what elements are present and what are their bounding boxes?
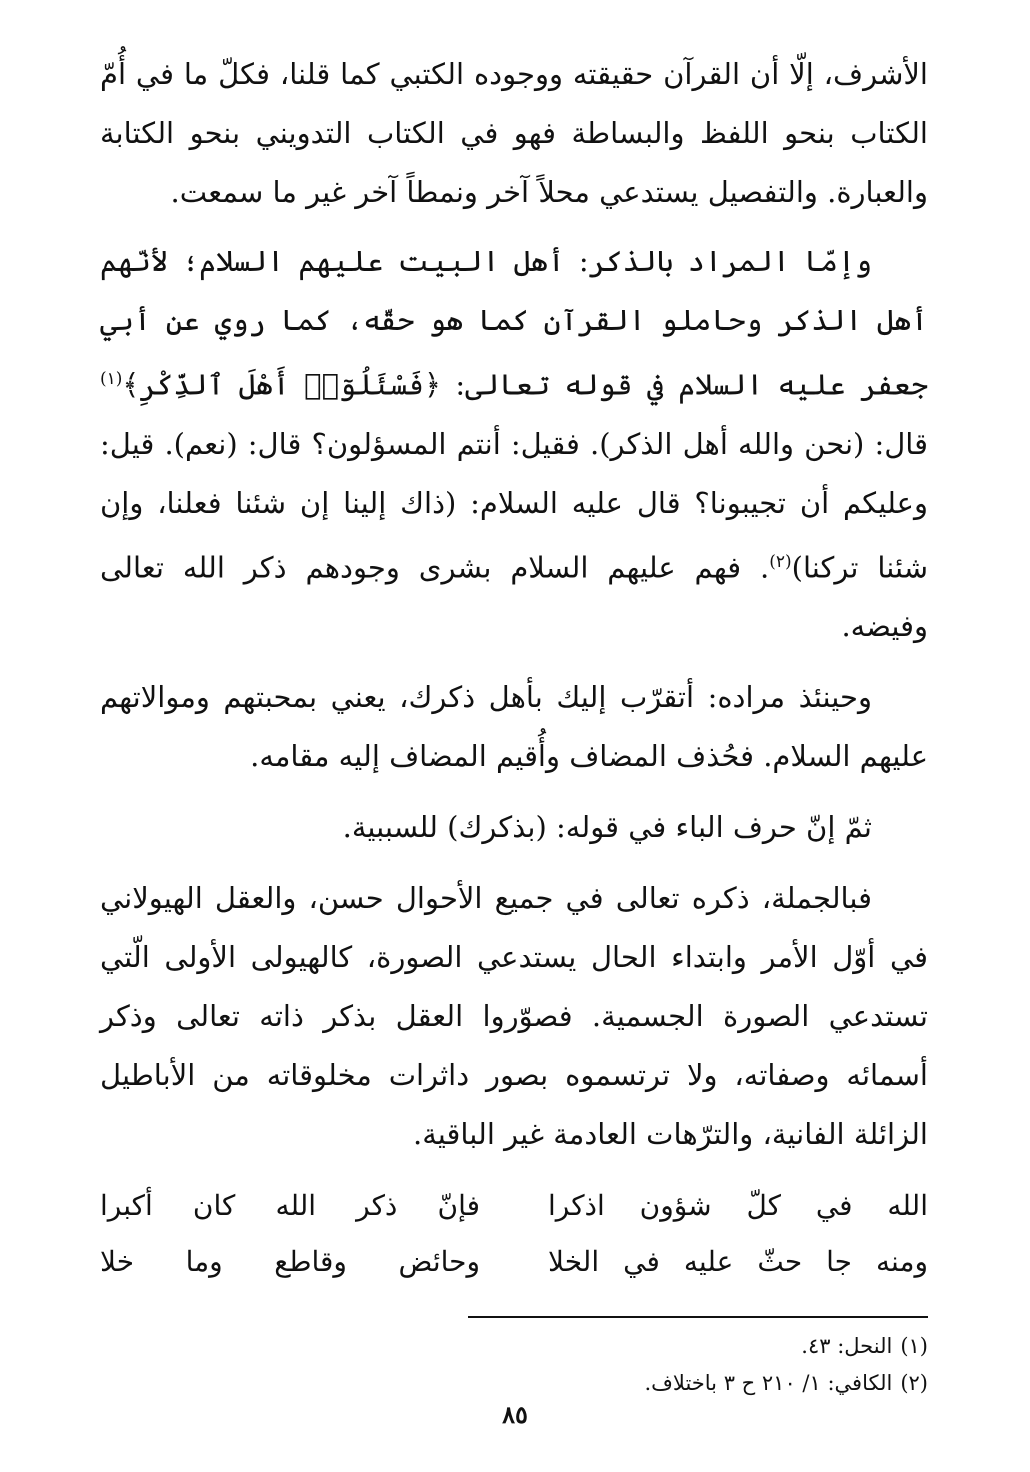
- paragraph-2-end: . فهم عليهم السلام بشرى وجودهم ذكر الله تعالى وفيضه.: [100, 550, 928, 644]
- paragraph-2-continued: قال: (نحن والله أهل الذكر). فقيل: أنتم المسؤلون؟ قال: (نعم). قيل: وعليكم أن تجيبونا؟ قال عليه السلام: (ذاك إلينا إن شئنا فعلنا، وإن شئنا تركنا): [100, 426, 928, 585]
- paragraph-2: [100, 232, 928, 656]
- footnote-1-number: (١): [900, 1334, 928, 1359]
- footnote-ref-2: (٢): [769, 551, 792, 572]
- page-number: ٨٥: [502, 1400, 528, 1429]
- footnote-2-text: الكافي: ١/ ٢١٠ ح ٣ باختلاف.: [644, 1371, 893, 1396]
- footnote-ref-1: (١): [100, 369, 123, 389]
- poem-hemistich-right: ومنه جا حثّ عليه في الخلا: [548, 1245, 928, 1279]
- poem-hemistich-left: وحائض وقاطع وما خلا: [100, 1245, 480, 1279]
- paragraph-4: ثمّ إنّ حرف الباء في قوله: (بذكرك) للسببية.: [342, 810, 872, 845]
- footnote-divider: [468, 1316, 928, 1318]
- poem-hemistich-right: الله في كلّ شؤون اذكرا: [548, 1189, 928, 1223]
- paragraph-2-text: وإمّا المراد بالذكر: أهل البيت عليهم السلام؛ لأنّهم أهل الذكر وحاملو القرآن كما هو حقّه، كما روي عن أبي جعفر عليه السلام في قوله تعالى: ﴿فَسْئَلُوٓا۟ أَهْلَ ٱلذِّكْرِ﴾: [100, 244, 928, 402]
- footnote-2: [100, 1365, 928, 1402]
- poem-verse: [100, 1178, 928, 1234]
- poem-verse: [100, 1234, 928, 1290]
- footnotes: [100, 1328, 928, 1402]
- footnote-2-number: (٢): [900, 1371, 928, 1396]
- footnote-1-text: النحل: ٤٣.: [801, 1334, 893, 1359]
- poem: [100, 1178, 928, 1290]
- paragraph-5: فبالجملة، ذكره تعالى في جميع الأحوال حسن، والعقل الهيولاني في أوّل الأمر وابتداء الحال يستدعي الصورة، كالهيولى الأولى الّتي تستدعي الصورة الجسمية. فصوّروا العقل بذكر ذاته تعالى وذكر أسمائه وصفاته، ولا ترتسموه بصور داثرات مخلوقاته من الأباطيل الزائلة الفانية، والترّهات العادمة غير الباقية.: [100, 881, 928, 1152]
- paragraph-3: وحينئذ مراده: أتقرّب إليك بأهل ذكرك، يعني بمحبتهم وموالاتهم عليهم السلام. فحُذف المضاف وأُقيم المضاف إليه مقامه.: [100, 680, 928, 774]
- paragraph-1: الأشرف، إلّا أن القرآن حقيقته ووجوده الكتبي كما قلنا، فكلّ ما في أُمّ الكتاب بنحو اللفظ والبساطة فهو في الكتاب التدويني بنحو الكتابة والعبارة. والتفصيل يستدعي محلاً آخر ونمطاً آخر غير ما سمعت.: [100, 57, 928, 209]
- footnote-1: [100, 1328, 928, 1365]
- page-body: [100, 45, 928, 1445]
- poem-hemistich-left: فإنّ ذكر الله كان أكبرا: [100, 1189, 480, 1223]
